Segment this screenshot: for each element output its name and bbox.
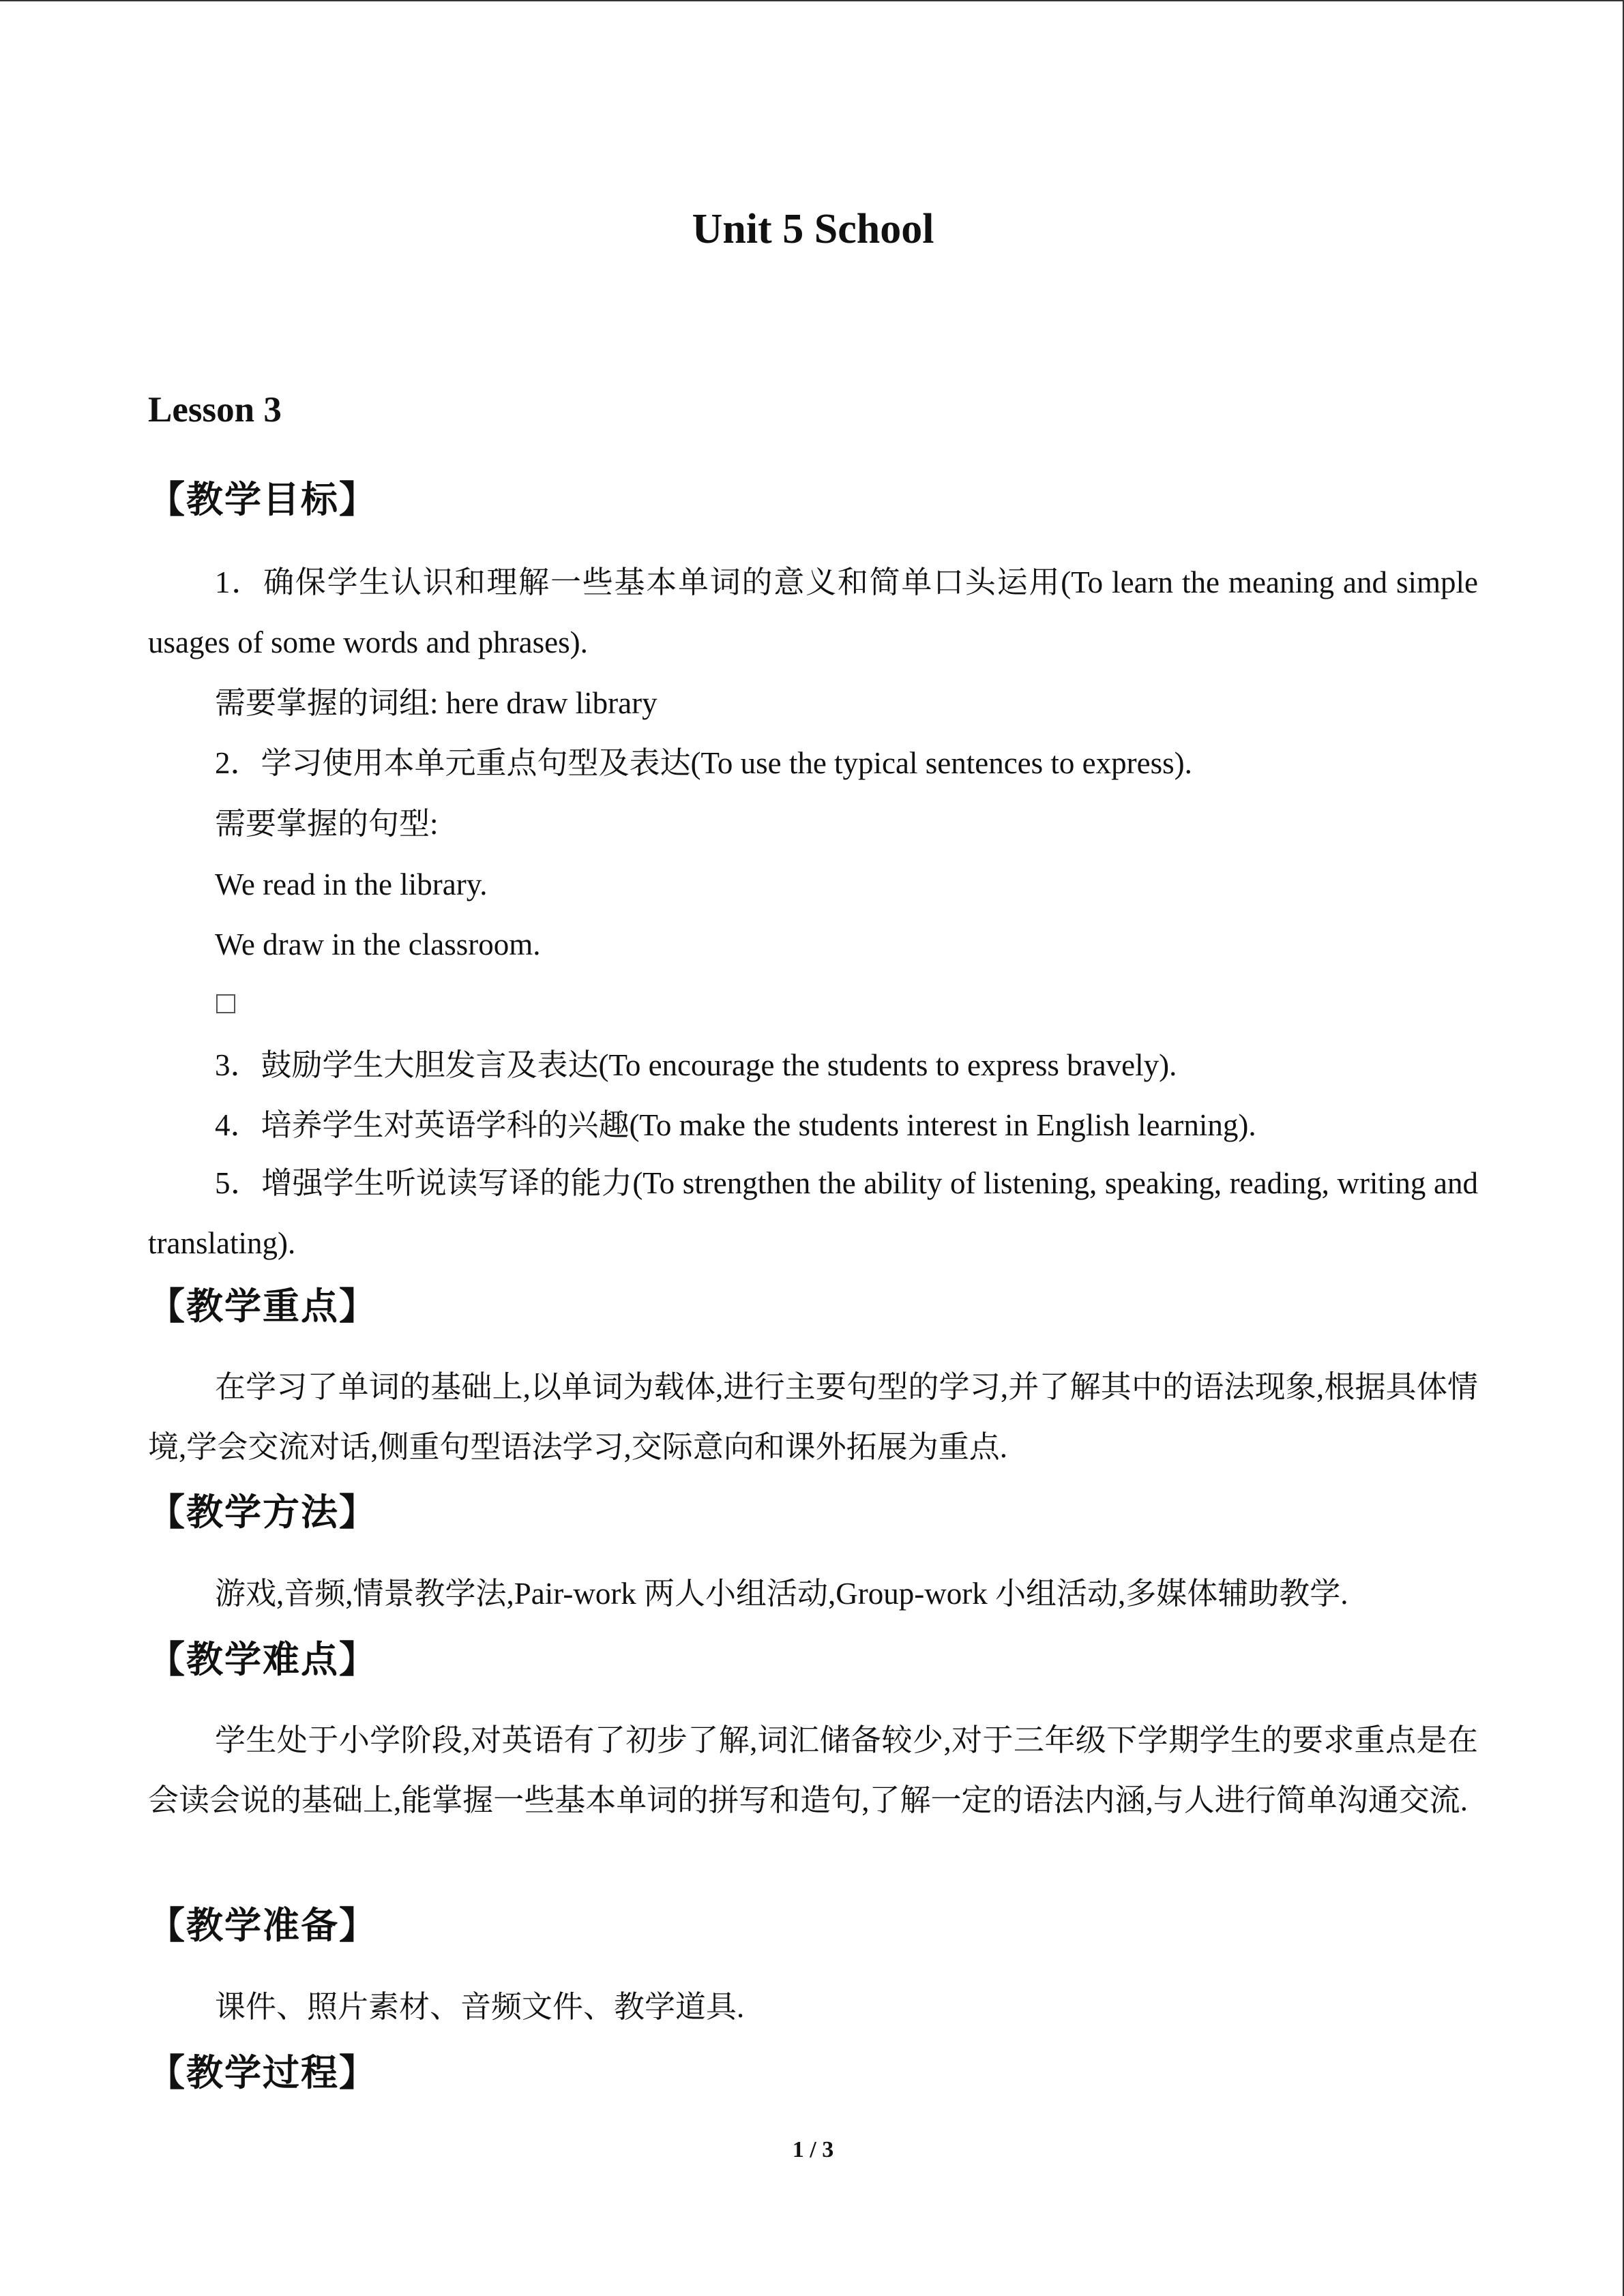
section-heading-key-points: 【教学重点】 (148, 1285, 377, 1328)
page-border-top (0, 0, 1624, 1)
sentence-1: We read in the library. (215, 867, 488, 901)
methods-text: 游戏,音频,情景教学法,Pair-work 两人小组活动,Group-work 小组活动,多媒体辅助教学. (215, 1577, 1348, 1611)
difficulties-text: 学生处于小学阶段,对英语有了初步了解,词汇储备较少,对于三年级下学期学生的要求重点是在会读会说的基础上,能掌握一些基本单词的拼写和造句,了解一定的语法内涵,与人进行简单沟通交流. (148, 1723, 1478, 1817)
objective-item-3: 3．鼓励学生大胆发言及表达(To encourage the students to express bravely). (215, 1048, 1177, 1082)
objective-item-5: 5．增强学生听说读写译的能力(To strengthen the ability of listening, speaking, reading, writing and translating). (148, 1166, 1478, 1260)
page-number: 1 / 3 (792, 2137, 834, 2162)
key-points-text: 在学习了单词的基础上,以单词为载体,进行主要句型的学习,并了解其中的语法现象,根据具体情境,学会交流对话,侧重句型语法学习,交际意向和课外拓展为重点. (148, 1370, 1478, 1464)
section-heading-methods: 【教学方法】 (148, 1491, 377, 1534)
phrases-label: 需要掌握的词组: here draw library (215, 686, 658, 720)
placeholder-box (216, 994, 235, 1013)
preparation-text: 课件、照片素材、音频文件、教学道具. (215, 1990, 745, 2024)
section-heading-process: 【教学过程】 (148, 2051, 377, 2094)
objective-item-1: 1．确保学生认识和理解一些基本单词的意义和简单口头运用(To learn the meaning and simple usages of some words and phrases). (148, 565, 1478, 659)
sentence-2: We draw in the classroom. (215, 927, 541, 961)
lesson-heading: Lesson 3 (148, 390, 282, 430)
objective-item-2: 2．学习使用本单元重点句型及表达(To use the typical sentences to express). (215, 746, 1192, 780)
sentences-label: 需要掌握的句型: (215, 807, 439, 841)
objective-item-4: 4．培养学生对英语学科的兴趣(To make the students interest in English learning). (215, 1108, 1256, 1142)
section-heading-preparation: 【教学准备】 (148, 1904, 377, 1947)
document-title: Unit 5 School (692, 206, 934, 252)
section-heading-difficulties: 【教学难点】 (148, 1638, 377, 1681)
section-heading-objectives: 【教学目标】 (148, 478, 377, 521)
